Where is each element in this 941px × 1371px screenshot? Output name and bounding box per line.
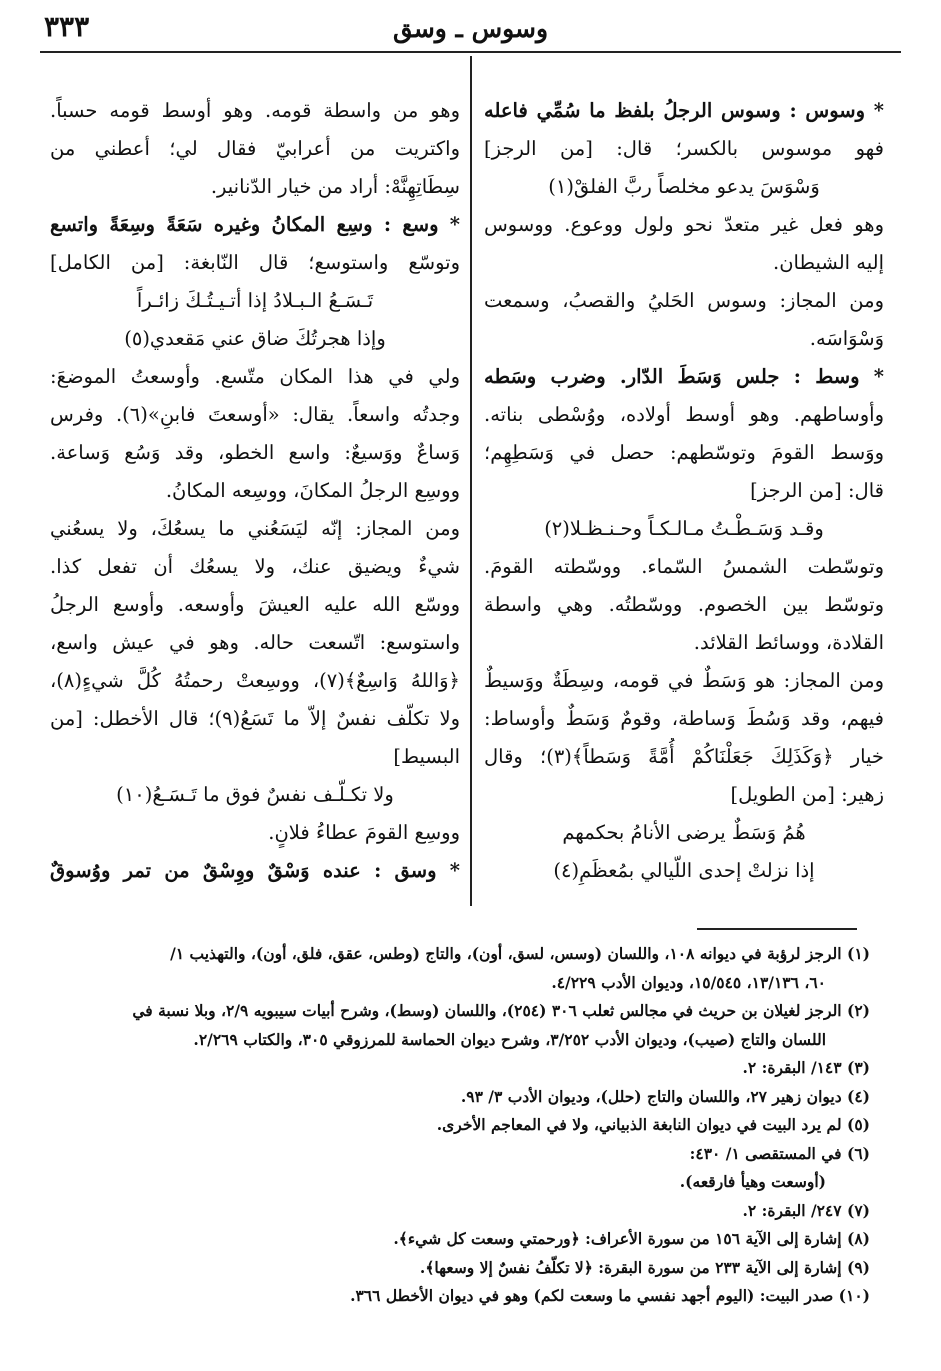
entry-line: شيءٌ ويضيق عنك، ولا يسعُك أن تفعل كذا. [50, 555, 460, 578]
entry-line: وَسْوَاسَه. [809, 327, 884, 350]
entry-line: ولي في هذا المكان متّسع. وأوسعتُ الموضعَ: [50, 365, 460, 388]
entry-line: واستوسع: اتّسعت حاله. وهو في عيش واسع، [50, 631, 460, 654]
entry-line: إليه الشيطان. [773, 251, 884, 274]
entry-line: ووسِع الرجلُ المكانَ، ووسِعه المكانُ. [165, 479, 460, 502]
entry-line: ومن المجاز: هو وَسَطٌ في قومه، وسِطَةٌ ووَسيطٌ [484, 669, 884, 692]
verse-line: وإذا هجرتُكَ ضاق عني مَقعدي(٥) [124, 327, 386, 350]
left-column [50, 92, 460, 890]
entry-line: القلادة، ووسائط القلائد. [693, 631, 884, 654]
entry-line: * وسط : جلس وَسَطَ الدّار. وضرب وسَطه [484, 365, 884, 388]
entry-line: البسيط] [393, 745, 460, 768]
entry-line: وتوسّطت الشمسُ السّماء. ووسّطته القومَ. [484, 555, 884, 578]
verse-line: هُمُ وَسَطٌ يرضى الأنامُ بحكمهم [562, 821, 806, 844]
entry-line: واكتريت من أعرابيّ فقال لي؛ أعطني من [50, 137, 460, 160]
footnote: اللسان والتاج (صيب)، وديوان الأدب ٣/٢٥٢، وشرح ديوان الحماسة للمرزوقي ٣٠٥، والكتاب ٢/٢٦٩. [193, 1029, 826, 1049]
footnote: (٤) ديوان زهير ٢٧، واللسان والتاج (حلل)، وديوان الأدب ٣/ ٩٣. [460, 1086, 870, 1106]
footnotes [40, 940, 870, 1311]
footnote: (أوسعت وهيأ فارقعه). [679, 1172, 826, 1191]
entry-line: * وسع : وسِع المكانُ وغيره سَعَةً وسِعَةً واتسع [50, 213, 460, 236]
page-number: ٣٣٣ [44, 10, 90, 43]
verse-line: وَسْوَسَ يدعو مخلصاً ربَّ الفلقْ(١) [548, 175, 820, 198]
entry-line: وهو من واسطة قومه. وهو أوسط قومه حسباً. [50, 99, 460, 122]
header-rule [40, 51, 901, 53]
footnote: (١٠) صدر البيت: (اليوم أجهد نفسي ما وسعت لكم) وهو في ديوان الأخطل ٣٦٦. [350, 1286, 870, 1305]
footnote: (٢) الرجز لغيلان بن حريث في مجالس ثعلب ٣٠٦ (٢٥٤)، واللسان (وسط)، وشرح أبيات سيبويه ٢/٩، وبلا نسبة في [132, 1001, 870, 1020]
footnote-rule [697, 928, 857, 930]
entry-line: وَساعٌ ووَسيعٌ: واسع الخطو، وقد وَسُع وَساعة. [50, 441, 460, 464]
verse-line: وقـد وَسَـطْـتُ مـالـكـاً وحـنـظـلا(٢) [544, 517, 824, 540]
running-title: وسوس ـ وسق [392, 14, 549, 43]
entry-line: وتوسّط بين الخصوم. ووسّطتُه. وهي واسطة [484, 593, 884, 616]
entry-line: قال: [من الرجز] [750, 479, 884, 502]
verse-line: تَـسَـعُ الـبـلادُ إذا أتـيـتُـكَ زائـراً [136, 289, 374, 312]
entry-line: ووسِع القومَ عطاءُ فلانٍ. [268, 821, 460, 844]
footnote: ٦٠، ١٣/١٣٦، ١٥/٥٤٥، وديوان الأدب ٤/٢٢٩. [551, 972, 826, 992]
entry-line: ولا تكلّف نفسٌ إلاّ ما تَسَعُ(٩)؛ قال الأخطل: [من [50, 707, 460, 730]
entry-line: ومن المجاز: إنّه ليَسَعُني ما يسعُكَ، ولا يسعُني [50, 517, 460, 540]
column-divider [470, 56, 472, 906]
entry-line: خيار ﴿وَكَذَلِكَ جَعَلْنَاكُمْ أُمَّةً وَسَطاً﴾(٣)؛ وقال [484, 745, 884, 768]
footnote: (٩) إشارة إلى الآية ٢٣٣ من سورة البقرة: ﴿لا تكلّفُ نفسٌ إلا وسعها﴾. [419, 1257, 870, 1277]
footnote: (٨) إشارة إلى الآية ١٥٦ من سورة الأعراف: ﴿ورحمتي وسعت كل شيء﴾. [393, 1229, 870, 1248]
entry-line: وهو فعل غير متعدّ نحو ولول ووعوع. ووسوس [484, 213, 884, 236]
entry-line: زهير: [من الطويل] [730, 783, 884, 806]
entry-line: سِطَاتِهِنَّهْ: أراد من خيار الدّنانير. [210, 175, 460, 198]
entry-line: فيهم، وقد وَسُطَ وَساطة، وقومٌ وَسَطٌ وأوساط: [484, 707, 884, 730]
entry-line: وأوساطهم. وهو أوسط أولاده، ووُسْطى بناته. [484, 403, 884, 426]
footnote: (٥) لم يرد البيت في ديوان النابغة الذبياني، ولا في المعاجم الأخرى. [436, 1115, 870, 1134]
right-column [484, 92, 884, 890]
footnote: (٧) ٢٤٧/ البقرة: ٢. [742, 1200, 870, 1220]
footnote: (١) الرجز لرؤبة في ديوانه ١٠٨، واللسان (وسس، لسق، أون)، والتاج (وطس، عقق، فلق، أون)، والتهذيب ١/ [170, 944, 870, 963]
footnote: (٣) ١٤٣/ البقرة: ٢. [742, 1058, 870, 1077]
entry-line: ووسّع الله عليه العيشَ وأوسعه. وأوسع الرجلُ [50, 593, 460, 616]
entry-line: ومن المجاز: وسوس الحَليُ والقصبُ، وسمعت [484, 289, 884, 312]
page-header [0, 8, 941, 48]
footnote: (٦) في المستقصى ١/ ٤٣٠: [689, 1143, 870, 1163]
entry-line: ووَسط القومَ وتوسّطهم: حصل في وَسَطِهِم؛ [484, 441, 884, 464]
verse-line: ولا تكـلّـف نفسٌ فوق ما تَـسَـعُ(١٠) [116, 783, 394, 806]
entry-line: ﴿وَاللهُ وَاسِعٌ﴾(٧)، ووسِعتْ رحمتُهُ كُلَّ شيءٍ(٨)، [50, 669, 460, 692]
entry-line: * وسق : عنده وَسْقٌ ووِسْقٌ من تمر ووُسوقٌ [50, 859, 460, 882]
entry-line: فهو موسوس بالكسر؛ قال: [من الرجز] [484, 137, 884, 160]
entry-line: وجدتُه واسعاً. يقال: «أوسعتَ فابنِ»(٦). وفرس [50, 403, 460, 426]
verse-line: إذا نزلتْ إحدى اللّيالي بمُعظَمِ(٤) [553, 859, 815, 882]
entry-line: وتوسّع واستوسع؛ قال النّابغة: [من الكامل] [50, 251, 460, 274]
entry-line: * وسوس : وسوس الرجلُ بلفظ ما سُمِّي فاعله [484, 99, 884, 122]
